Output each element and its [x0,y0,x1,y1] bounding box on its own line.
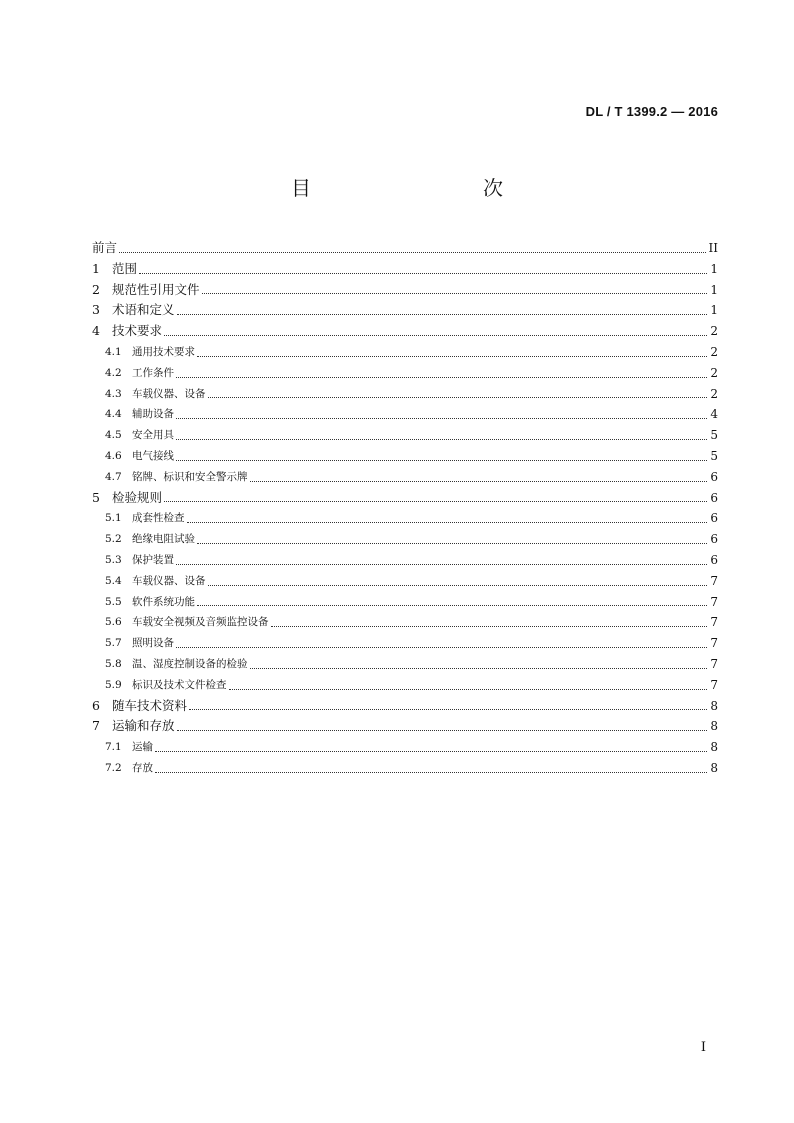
toc-entry-page: 6 [710,490,718,505]
toc-entry-number: 7.1 [105,741,122,754]
toc-entry-title: 车载仪器、设备 [132,387,206,400]
toc-entry-number: 5.5 [105,595,122,608]
dot-leader [250,668,708,669]
toc-entry-number: 4.2 [105,366,122,379]
document-number: DL / T 1399.2 — 2016 [585,104,718,119]
toc-entry-page: 8 [710,740,718,755]
toc-entry-number: 4.1 [105,345,122,358]
toc-entry-number: 5.1 [105,512,122,525]
toc-entry[interactable] [92,238,718,259]
toc-entry-title: 车载安全视频及音频监控设备 [132,616,269,629]
dot-leader [139,273,707,274]
toc-subentry[interactable] [92,675,718,696]
toc-entry-number: 6 [92,697,100,713]
dot-leader [187,522,708,523]
page-number: I [700,1040,706,1055]
toc-subentry[interactable] [92,550,718,571]
dot-leader [155,772,707,773]
toc-subentry[interactable] [92,633,718,654]
toc-entry-page: 2 [710,324,718,339]
toc-entry-page: 4 [710,407,718,422]
toc-entry-title: 车载仪器、设备 [132,574,206,587]
dot-leader [119,252,706,253]
toc-entry-page: 1 [710,303,718,318]
dot-leader [208,585,708,586]
toc-entry-number: 7 [92,718,100,734]
toc-entry-page: 2 [710,344,718,359]
dot-leader [164,501,707,502]
toc-subentry[interactable] [92,737,718,758]
dot-leader [197,543,707,544]
toc-entry-page: 6 [710,532,718,547]
toc-entry-title: 前言 [92,240,118,255]
dot-leader [229,689,708,690]
toc-entry-number: 4.4 [105,408,122,421]
dot-leader [189,709,707,710]
toc-entry[interactable] [92,321,718,342]
toc-entry-title: 标识及技术文件检查 [132,678,227,691]
toc-entry-number: 1 [92,260,100,276]
toc-entry-page: 6 [710,511,718,526]
toc-entry-number: 4 [92,323,100,339]
toc-entry-page: 8 [710,719,718,734]
toc-entry-number: 5.4 [105,574,122,587]
toc-subentry[interactable] [92,508,718,529]
toc-entry-page: 8 [710,698,718,713]
toc-entry-page: 2 [710,365,718,380]
toc-entry-number: 4.3 [105,387,122,400]
toc-entry-number: 5.3 [105,553,122,566]
toc-entry-title: 铭牌、标识和安全警示牌 [132,470,248,483]
toc-entry-page: 2 [710,386,718,401]
toc-subentry[interactable] [92,592,718,613]
toc-entry-page: 7 [710,615,718,630]
toc-entry-page: 7 [710,636,718,651]
dot-leader [177,730,707,731]
dot-leader [176,564,707,565]
toc-entry-page: 5 [710,428,718,443]
dot-leader [250,481,708,482]
toc-entry-page: 5 [710,448,718,463]
dot-leader [202,293,707,294]
toc-entry-title: 电气接线 [132,449,174,462]
dot-leader [197,356,707,357]
toc-subentry[interactable] [92,342,718,363]
toc-entry-title: 术语和定义 [112,302,175,318]
dot-leader [176,439,707,440]
toc-entry-page: 7 [710,656,718,671]
toc-entry-page: 6 [710,552,718,567]
dot-leader [155,751,707,752]
toc-entry-number: 3 [92,302,100,318]
toc-entry-title: 保护装置 [132,553,174,566]
toc-entry[interactable] [92,259,718,280]
toc-entry[interactable] [92,280,718,301]
toc-entry-title: 运输和存放 [112,718,175,734]
toc-entry[interactable] [92,300,718,321]
toc-subentry[interactable] [92,467,718,488]
toc-entry-page: 7 [710,677,718,692]
toc-entry-number: 5.6 [105,616,122,629]
toc-entry-page: II [708,241,718,255]
dot-leader [208,397,708,398]
toc-entry-title: 规范性引用文件 [112,281,200,297]
toc-entry-title: 通用技术要求 [132,345,195,358]
toc-entry-title: 照明设备 [132,637,174,650]
toc-entry-number: 4.6 [105,449,122,462]
toc-entry-title: 范围 [112,260,138,276]
toc-entry[interactable] [92,488,718,509]
toc-entry-page: 7 [710,594,718,609]
toc-entry-number: 5.9 [105,678,122,691]
table-of-contents [92,238,718,779]
dot-leader [177,314,707,315]
toc-entry-number: 5.8 [105,657,122,670]
toc-entry-number: 4.7 [105,470,122,483]
toc-subentry[interactable] [92,384,718,405]
toc-entry-title: 随车技术资料 [112,697,188,713]
toc-entry-number: 2 [92,281,100,297]
toc-entry-number: 5.7 [105,637,122,650]
toc-entry-number: 5 [92,489,100,505]
toc-entry-title: 辅助设备 [132,408,174,421]
toc-entry-title: 存放 [132,761,153,774]
toc-subentry[interactable] [92,654,718,675]
toc-entry[interactable] [92,696,718,717]
toc-entry-title: 安全用具 [132,429,174,442]
toc-entry-page: 7 [710,573,718,588]
toc-subentry[interactable] [92,404,718,425]
toc-entry-page: 1 [710,282,718,297]
dot-leader [176,418,707,419]
toc-subentry[interactable] [92,529,718,550]
toc-subentry[interactable] [92,425,718,446]
toc-entry-title: 技术要求 [112,323,163,339]
toc-entry-title: 检验规则 [112,489,163,505]
toc-entry-page: 6 [710,469,718,484]
toc-entry[interactable] [92,716,718,737]
toc-entry-number: 4.5 [105,429,122,442]
toc-entry-title: 软件系统功能 [132,595,195,608]
toc-entry-page: 1 [710,261,718,276]
dot-leader [176,647,707,648]
toc-entry-number: 5.2 [105,533,122,546]
dot-leader [197,605,707,606]
toc-subentry[interactable] [92,363,718,384]
toc-subentry[interactable] [92,571,718,592]
toc-entry-title: 温、湿度控制设备的检验 [132,657,248,670]
dot-leader [271,626,708,627]
dot-leader [176,377,707,378]
toc-subentry[interactable] [92,758,718,779]
dot-leader [164,335,707,336]
toc-title: 目 次 [291,176,547,200]
toc-entry-number: 7.2 [105,761,122,774]
toc-subentry[interactable] [92,612,718,633]
toc-entry-title: 工作条件 [132,366,174,379]
toc-entry-page: 8 [710,760,718,775]
toc-entry-title: 运输 [132,741,153,754]
dot-leader [176,460,707,461]
toc-entry-title: 绝缘电阻试验 [132,533,195,546]
toc-entry-title: 成套性检查 [132,512,185,525]
toc-subentry[interactable] [92,446,718,467]
